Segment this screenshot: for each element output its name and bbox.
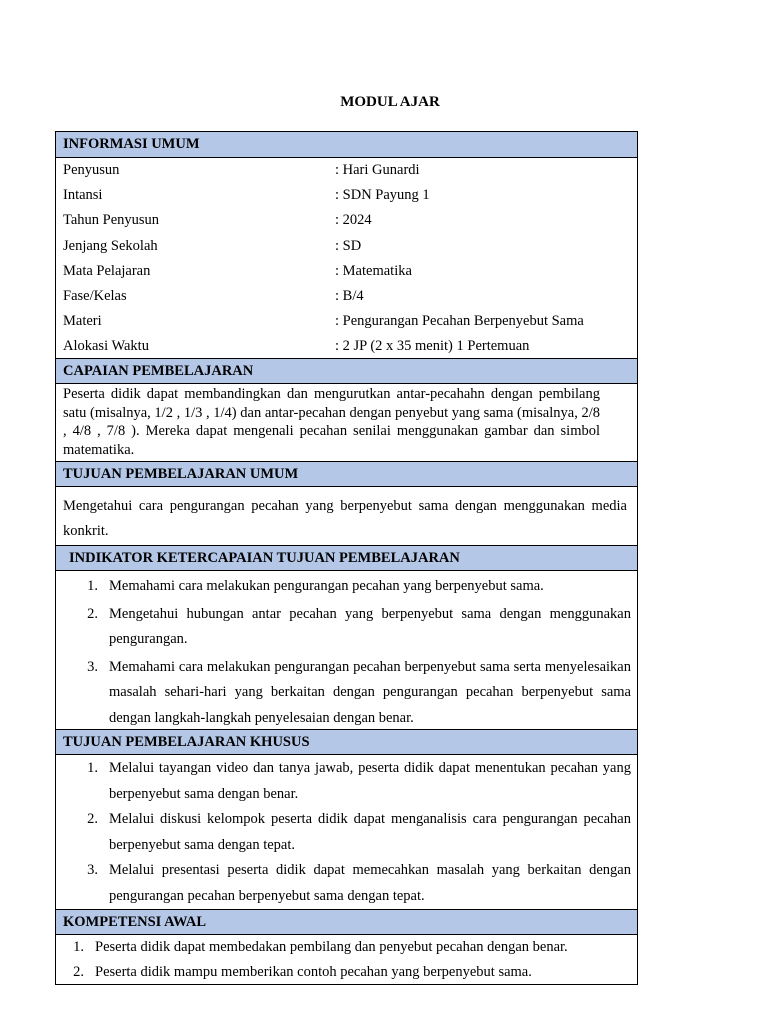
modul-table — [55, 131, 638, 985]
info-label: Alokasi Waktu — [63, 338, 149, 355]
list-number: 1. — [87, 578, 98, 594]
list-number: 2. — [87, 811, 98, 827]
list-item — [56, 756, 637, 807]
info-row — [56, 158, 637, 183]
info-value: : Matematika — [335, 262, 412, 279]
info-value: : SD — [335, 237, 362, 254]
info-label: Tahun Penyusun — [63, 212, 160, 229]
info-row — [56, 259, 637, 284]
tujuan-khusus-list — [56, 756, 637, 909]
informasi-umum-section — [56, 158, 637, 359]
section-heading-informasi-umum: INFORMASI UMUM — [56, 132, 637, 158]
info-label: Penyusun — [63, 162, 120, 179]
list-item — [56, 574, 637, 600]
capaian-section — [56, 384, 637, 462]
info-label: Fase/Kelas — [63, 288, 127, 305]
list-item — [56, 655, 637, 732]
section-heading-capaian: CAPAIAN PEMBELAJARAN — [56, 359, 637, 384]
kompetensi-awal-list — [56, 935, 637, 985]
section-heading-tujuan-khusus: TUJUAN PEMBELAJARAN KHUSUS — [56, 730, 637, 755]
info-row — [56, 309, 637, 334]
list-text: Memahami cara melakukan pengurangan pecahan berpenyebut sama serta menyelesaikan masalah sehari-hari yang berkaitan dengan pengurangan pecahan berpenyebut sama dengan langkah-langkah penyelesaian dengan benar. — [109, 658, 631, 726]
info-value: : 2 JP (2 x 35 menit) 1 Pertemuan — [335, 338, 530, 355]
list-text: Melalui diskusi kelompok peserta didik dapat menganalisis cara pengurangan pecahan berpenyebut sama dengan tepat. — [109, 811, 631, 853]
indikator-section — [56, 571, 637, 730]
info-value: : B/4 — [335, 288, 364, 305]
list-item — [56, 602, 637, 653]
list-number: 1. — [73, 939, 84, 955]
list-item — [56, 935, 637, 960]
list-text: Memahami cara melakukan pengurangan pecahan yang berpenyebut sama. — [109, 578, 544, 594]
section-heading-tujuan-umum: TUJUAN PEMBELAJARAN UMUM — [56, 462, 637, 487]
list-number: 2. — [87, 605, 98, 622]
info-row — [56, 208, 637, 233]
list-text: Melalui presentasi peserta didik dapat memecahkan masalah yang berkaitan dengan pengurangan pecahan berpenyebut sama dengan tepat. — [109, 862, 631, 904]
info-label: Jenjang Sekolah — [63, 237, 158, 254]
info-label: Mata Pelajaran — [63, 262, 151, 279]
info-value: : 2024 — [335, 212, 372, 229]
info-row — [56, 334, 637, 359]
capaian-text: Peserta didik dapat membandingkan dan mengurutkan antar-pecahahn dengan pembilang satu (misalnya, 1/2 , 1/3 , 1/4) dan antar-pecahan dengan penyebut yang sama (misalnya, 2/8 , 4/8 , 7/8 ). Mereka dapat mengenali pecahan senilai menggunakan gambar dan simbol matematika. — [63, 386, 600, 458]
info-row — [56, 183, 637, 208]
info-label: Materi — [63, 313, 102, 330]
indikator-list — [56, 574, 637, 731]
info-row — [56, 284, 637, 309]
info-row — [56, 234, 637, 259]
list-number: 2. — [73, 964, 84, 980]
section-heading-kompetensi-awal: KOMPETENSI AWAL — [56, 910, 637, 935]
info-value: : Hari Gunardi — [335, 162, 420, 179]
tujuan-khusus-section — [56, 755, 637, 910]
tujuan-umum-text: Mengetahui cara pengurangan pecahan yang berpenyebut sama dengan menggunakan media konkrit. — [63, 498, 627, 539]
list-text: Mengetahui hubungan antar pecahan yang berpenyebut sama dengan menggunakan pengurangan. — [109, 605, 631, 647]
page-title: MODUL AJAR — [340, 94, 440, 110]
list-text: Peserta didik mampu memberikan contoh pecahan yang berpenyebut sama. — [95, 964, 532, 980]
info-value: : Pengurangan Pecahan Berpenyebut Sama — [335, 313, 584, 330]
list-number: 3. — [87, 862, 98, 878]
list-item — [56, 807, 637, 858]
list-item — [56, 858, 637, 909]
tujuan-umum-section — [56, 487, 637, 546]
list-number: 3. — [87, 658, 98, 675]
info-label: Intansi — [63, 187, 103, 204]
list-text: Peserta didik dapat membedakan pembilang dan penyebut pecahan dengan benar. — [95, 939, 568, 955]
list-item — [56, 960, 637, 985]
list-number: 1. — [87, 760, 98, 776]
kompetensi-awal-section — [56, 935, 637, 985]
section-heading-indikator: INDIKATOR KETERCAPAIAN TUJUAN PEMBELAJARAN — [56, 546, 637, 571]
info-value: : SDN Payung 1 — [335, 187, 430, 204]
list-text: Melalui tayangan video dan tanya jawab, peserta didik dapat menentukan pecahan yang berpenyebut sama dengan benar. — [109, 760, 631, 802]
